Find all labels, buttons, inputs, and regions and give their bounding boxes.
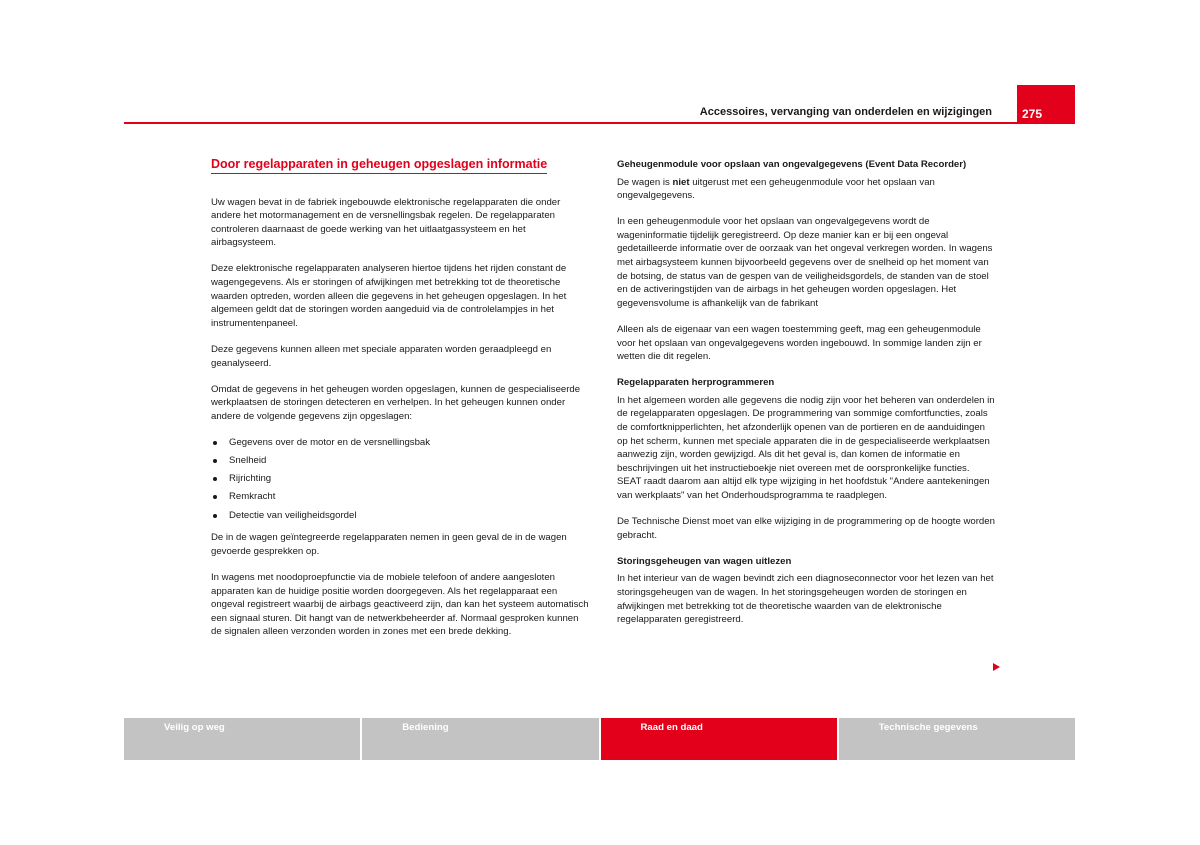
text-run: De wagen is	[617, 176, 673, 188]
bullet-icon	[213, 477, 217, 481]
section-heading	[211, 158, 589, 174]
edr-heading: Geheugenmodule voor opslaan van ongevalgegevens (Event Data Recorder)	[617, 159, 967, 170]
list-item	[211, 490, 589, 504]
tab-raad-en-daad[interactable]: Raad en daad	[601, 718, 837, 760]
list-item-text: Rijrichting	[229, 473, 272, 485]
bullet-icon	[213, 514, 217, 518]
paragraph: Uw wagen bevat in de fabriek ingebouwde elektronische regelapparaten die onder andere het motormanagement en de versnellingsbak regelen. De regelapparaten controleren daarnaast de goede werking van het uitlaatgassysteem en het airbagsysteem.	[211, 196, 561, 249]
tab-bediening[interactable]: Bediening	[362, 718, 598, 760]
bullet-icon	[213, 495, 217, 499]
paragraph: In wagens met noodoproepfunctie via de mobiele telefoon of andere aangesloten apparaten kan de huidige positie worden doorgegeven. Als het regelapparaat een ongeval registreert waarbij de airbags geactiveerd zijn, dan kan het systeem automatisch een signaal sturen. Dit hangt van de netwerkbeheerder af. Normaal gesproken kunnen de signalen alleen verzonden worden in zones met een brede dekking.	[211, 571, 589, 638]
list-item	[211, 509, 589, 523]
paragraph: In het algemeen worden alle gegevens die nodig zijn voor het beheren van onderdelen in de regelapparaten opgeslagen. De programmering van sommige comfortfuncties, zoals de comfortknipperlichten, het afzonderlijk openen van de portieren en de aanduidingen op het scherm, kunnen met speciale apparaten die in de gespecialiseerde werkplaatsen aanwezig zijn, worden gewijzigd. Als dit het geval is, dan komen de informatie en beschrijvingen uit het instructieboekje niet overeen met de oorspronkelijke functies. SEAT raadt daarom aan altijd elk type wijziging in het hoofdstuk "Andere aantekeningen van werkplaats" van het Onderhoudsprogramma te raadplegen.	[617, 394, 995, 501]
paragraph: In het interieur van de wagen bevindt zich een diagnoseconnector voor het lezen van het storingsgeheugen van de wagen. In het storingsgeheugen worden de storingen en afwijkingen met betrekking tot de theoretische waarden van de elektronische regelapparaten geregistreerd.	[617, 573, 994, 626]
paragraph: De in de wagen geïntegreerde regelapparaten nemen in geen geval de in de wagen gevoerde gesprekken op.	[211, 532, 567, 557]
paragraph: De Technische Dienst moet van elke wijziging in de programmering op de hoogte worden gebracht.	[617, 516, 995, 541]
paragraph: Omdat de gegevens in het geheugen worden opgeslagen, kunnen de gespecialiseerde werkplaatsen de storingen detecteren en verhelpen. In het geheugen kunnen onder andere de volgende gegevens zijn opgeslagen:	[211, 383, 581, 422]
header-rule	[124, 122, 1075, 124]
chapter-title: Accessoires, vervanging van onderdelen en wijzigingen	[699, 106, 992, 118]
reprogram-heading: Regelapparaten herprogrammeren	[617, 377, 775, 389]
list-item-text: Remkracht	[229, 491, 276, 503]
text-run: uitgerust met een geheugenmodule voor het opslaan van ongevalgegevens.	[617, 176, 935, 202]
list-item-text: Gegevens over de motor en de versnellingsbak	[229, 436, 431, 448]
bullet-icon	[213, 441, 217, 445]
page-number-box	[1017, 85, 1075, 124]
tab-veilig-op-weg[interactable]: Veilig op weg	[124, 718, 360, 760]
list-item-text: Detectie van veiligheidsgordel	[229, 509, 357, 521]
paragraph	[617, 176, 995, 203]
fault-memory-heading: Storingsgeheugen van wagen uitlezen	[617, 555, 792, 567]
bullet-list	[211, 436, 589, 522]
emphasis: niet	[672, 176, 690, 188]
list-item	[211, 472, 589, 486]
footer-tabs	[124, 718, 1075, 760]
section-heading-text: Door regelapparaten in geheugen opgeslagen informatie	[211, 158, 547, 174]
list-item	[211, 436, 589, 450]
continue-arrow-icon	[993, 663, 1000, 671]
list-item	[211, 454, 589, 468]
paragraph: Deze elektronische regelapparaten analyseren hiertoe tijdens het rijden constant de wagengegevens. Als er storingen of afwijkingen met betrekking tot de theoretische waarden optreden, worden alleen die gegevens in het geheugen opgeslagen. In het algemeen geldt dat de storingen worden aangeduid via de controlelampjes in het instrumentenpaneel.	[211, 263, 567, 329]
paragraph: In een geheugenmodule voor het opslaan van ongevalgegevens wordt de wageninformatie tijdelijk geregistreerd. Op deze manier kan er bij een ongeval gedetailleerde informatie over de oorzaak van het ongeval verkregen worden. In wagens met airbagsysteem kunnen bijvoorbeeld gegevens over de snelheid op het moment van de botsing, de status van de gespen van de veiligheidsgordels, de standen van de stoel en de activeringstijden van de airbags in het geheugen worden opgeslagen. Het gegevensvolume is afhankelijk van de fabrikant	[617, 216, 993, 309]
left-column	[211, 158, 589, 651]
paragraph: Alleen als de eigenaar van een wagen toestemming geeft, mag een geheugenmodule voor het opslaan van ongevalgegevens worden ingebouwd. In sommige landen zijn er wetten die dit regelen.	[617, 323, 982, 363]
page-number: 275	[1022, 107, 1043, 121]
list-item-text: Snelheid	[229, 455, 267, 467]
bullet-icon	[213, 459, 217, 463]
right-column	[617, 158, 995, 639]
tab-technische-gegevens[interactable]: Technische gegevens	[839, 718, 1075, 760]
paragraph: Deze gegevens kunnen alleen met speciale apparaten worden geraadpleegd en geanalyseerd.	[211, 343, 552, 369]
